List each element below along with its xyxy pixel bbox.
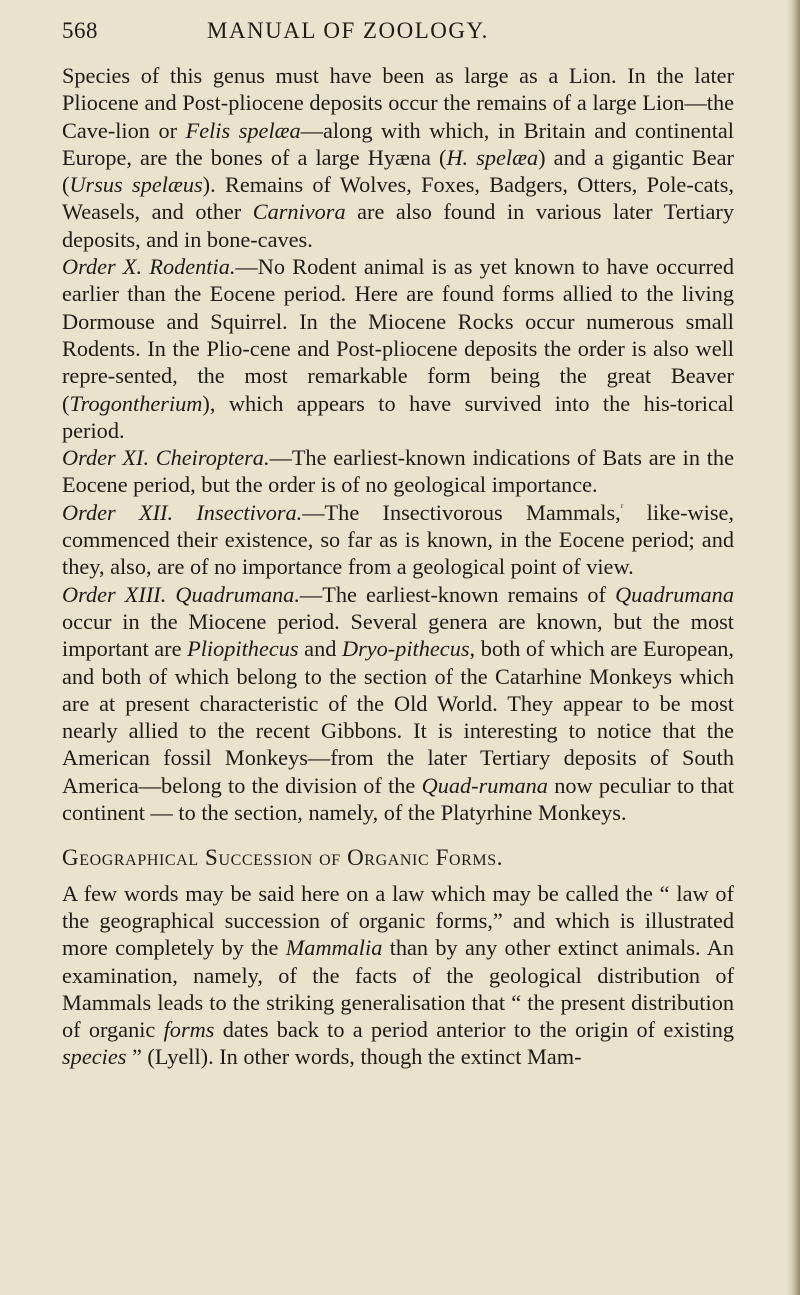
species-name: Ursus spelæus <box>69 172 203 198</box>
text-run: Species of this genus must have been as large as a Lion. In the later Pliocene and Post-pliocene deposits occur the remains of a large Lion—the Cave-lion or <box>62 63 734 143</box>
text-run: are also found in various later Tertiary deposits, and in bone-caves. <box>62 199 734 252</box>
text-run: —The earliest-known indications of Bats are in the Eocene period, but the order is of no geological importance. <box>62 445 734 498</box>
text-run: occur in the Miocene period. Several genera are known, but the most important are <box>62 608 734 662</box>
text-run: ” (Lyell). In other words, though the extinct Mam- <box>126 1044 582 1070</box>
page-header <box>62 18 732 52</box>
species-name: Trogontherium <box>69 390 203 416</box>
text-run: ). Remains of Wolves, Foxes, Badgers, Otters, Pole-cats, Weasels, and other <box>62 172 734 225</box>
page-number: 568 <box>62 18 98 43</box>
text-run: and <box>298 636 342 662</box>
order-name: Quadrumana <box>615 581 734 607</box>
order-heading: Order XII. Insectivora. <box>62 499 303 525</box>
page-body <box>62 62 734 1071</box>
text-run: now peculiar to that continent — to the section, namely, of the Platyrhine Monkeys. <box>62 772 734 826</box>
paragraph-rodentia <box>62 253 734 444</box>
emphasis-word: species <box>62 1044 127 1070</box>
species-name: H. spelæa <box>446 144 539 170</box>
text-run: ), which appears to have survived into the his-torical period. <box>62 390 734 443</box>
footnote-mark: ʳ <box>620 500 624 515</box>
text-run: —The Insectivorous Mammals, <box>302 499 621 525</box>
genus-name: Pliopithecus <box>187 636 299 662</box>
text-run: A few words may be said here on a law which may be called the “ law of the geographical succession of organic forms,” and which is illustrated more completely by the <box>62 880 734 961</box>
order-heading: Order XI. Cheiroptera. <box>62 445 270 471</box>
order-name: Quad-rumana <box>421 772 548 798</box>
species-name: Felis spelæa <box>185 117 301 143</box>
text-run: —The earliest-known remains of <box>299 581 616 607</box>
text-run: ) and a gigantic Bear ( <box>62 144 734 198</box>
paragraph-quadrumana <box>62 581 734 827</box>
paragraph-cheiroptera <box>62 444 734 499</box>
paragraph-felis <box>62 62 734 253</box>
text-run: —No Rodent animal is as yet known to have occurred earlier than the Eocene period. Here are found forms allied to the living Dormouse and Squirrel. In the Miocene Rocks occur numerous small Rodents. In the Plio-cene and Post-pliocene deposits the order is also well repre-sented, the most remarkable form being the great Beaver ( <box>62 254 734 416</box>
paragraph-geographical <box>62 880 734 1071</box>
text-run: —along with which, in Britain and continental Europe, are the bones of a large Hyæna ( <box>62 117 734 170</box>
running-head: MANUAL OF ZOOLOGY. <box>207 18 489 43</box>
paragraph-insectivora <box>62 499 734 581</box>
text-run: dates back to a period anterior to the origin of existing <box>214 1017 734 1043</box>
order-name: Carnivora <box>252 199 346 225</box>
class-name: Mammalia <box>285 935 383 961</box>
text-run: like-wise, commenced their existence, so far as is known, in the Eocene period; and they, also, are of no importance from a geological point of view. <box>62 499 734 580</box>
text-run: , both of which are European, and both of which belong to the section of the Catarhine Monkeys which are at present characteristic of the Old World. They appear to be most nearly allied to the recent Gibbons. It is interesting to notice that the American fossil Monkeys—from the later Tertiary deposits of South America—belong to the division of the <box>62 636 735 798</box>
genus-name: Dryo-pithecus <box>341 636 470 662</box>
order-heading: Order XIII. Quadrumana. <box>62 581 300 607</box>
section-heading: Geographical Succession of Organic Forms. <box>62 845 504 871</box>
order-heading: Order X. Rodentia. <box>62 254 236 280</box>
emphasis-word: forms <box>163 1017 215 1043</box>
text-run: than by any other extinct animals. An examination, namely, of the facts of the geological distribution of Mammals leads to the striking generalisation that “ the present distribution of organic <box>62 935 734 1043</box>
page-edge <box>786 0 800 1295</box>
